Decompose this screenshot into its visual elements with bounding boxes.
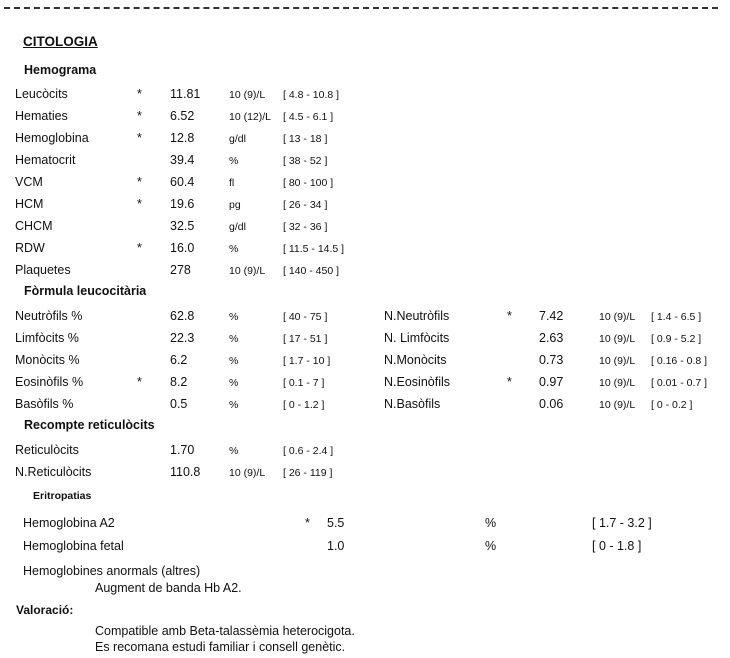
row-flag: * xyxy=(137,175,142,189)
row-range: [ 1.7 - 10 ] xyxy=(283,355,331,367)
abnormal-hb-label: Hemoglobines anormals (altres) xyxy=(23,564,201,578)
row-name: Neutròfils % xyxy=(15,309,83,323)
row-name: Eosinòfils % xyxy=(15,375,84,389)
row-value: 16.0 xyxy=(170,241,195,255)
row-unit: 10 (9)/L xyxy=(229,89,266,101)
row-range: [ 80 - 100 ] xyxy=(283,177,334,189)
row-abs-range: [ 1.4 - 6.5 ] xyxy=(651,311,702,323)
valoracio-line-2: Es recomana estudi familiar i consell genètic. xyxy=(95,640,346,654)
row-unit: % xyxy=(229,311,239,323)
row-abs-value: 0.06 xyxy=(539,397,564,411)
row-abs-name: N.Neutròfils xyxy=(384,309,450,323)
row-range: [ 140 - 450 ] xyxy=(283,265,340,277)
row-name: Plaquetes xyxy=(15,263,71,277)
row-range: [ 1.7 - 3.2 ] xyxy=(592,516,652,530)
row-abs-value: 7.42 xyxy=(539,309,564,323)
row-range: [ 11.5 - 14.5 ] xyxy=(283,243,345,255)
row-name: HCM xyxy=(15,197,44,211)
row-name: Leucòcits xyxy=(15,87,68,101)
row-range: [ 13 - 18 ] xyxy=(283,133,328,145)
row-range: [ 32 - 36 ] xyxy=(283,221,328,233)
row-range: [ 17 - 51 ] xyxy=(283,333,328,345)
row-range: [ 0.1 - 7 ] xyxy=(283,377,325,389)
row-unit: % xyxy=(229,445,239,457)
row-unit: 10 (9)/L xyxy=(229,467,266,479)
row-unit: % xyxy=(229,399,239,411)
row-range: [ 0.6 - 2.4 ] xyxy=(283,445,334,457)
row-abs-value: 2.63 xyxy=(539,331,564,345)
row-name: Basòfils % xyxy=(15,397,74,411)
row-name: Hemoglobina xyxy=(15,131,89,145)
row-name: RDW xyxy=(15,241,45,255)
row-range: [ 38 - 52 ] xyxy=(283,155,328,167)
row-name: Limfòcits % xyxy=(15,331,79,345)
row-abs-unit: 10 (9)/L xyxy=(599,355,636,367)
dashed-separator xyxy=(4,7,718,9)
row-unit: 10 (12)/L xyxy=(229,111,272,123)
row-value: 110.8 xyxy=(170,465,201,479)
row-flag: * xyxy=(137,131,142,145)
row-range: [ 0 - 1.2 ] xyxy=(283,399,325,411)
row-value: 19.6 xyxy=(170,197,195,211)
row-unit: g/dl xyxy=(229,221,246,233)
row-flag: * xyxy=(137,109,142,123)
reticulocits-heading: Recompte reticulòcits xyxy=(24,418,155,432)
row-abs-range: [ 0.9 - 5.2 ] xyxy=(651,333,702,345)
row-value: 32.5 xyxy=(170,219,195,233)
row-range: [ 0 - 1.8 ] xyxy=(592,539,642,553)
row-value: 62.8 xyxy=(170,309,195,323)
row-name: Hemoglobina A2 xyxy=(23,516,115,530)
section-title: CITOLOGIA xyxy=(23,34,98,49)
row-value: 6.2 xyxy=(170,353,188,367)
row-unit: % xyxy=(485,539,497,553)
row-unit: pg xyxy=(229,199,241,211)
row-abs-name: N.Basòfils xyxy=(384,397,441,411)
row-abs-range: [ 0.16 - 0.8 ] xyxy=(651,355,708,367)
hemograma-heading: Hemograma xyxy=(24,63,97,77)
row-name: VCM xyxy=(15,175,43,189)
row-unit: % xyxy=(485,516,497,530)
row-value: 278 xyxy=(170,263,191,277)
row-value: 12.8 xyxy=(170,131,195,145)
row-name: CHCM xyxy=(15,219,53,233)
valoracio-label: Valoració: xyxy=(16,603,74,617)
row-abs-name: N.Monòcits xyxy=(384,353,447,367)
row-value: 6.52 xyxy=(170,109,195,123)
row-unit: % xyxy=(229,243,239,255)
row-value: 1.70 xyxy=(170,443,195,457)
row-name: Hematocrit xyxy=(15,153,76,167)
row-unit: % xyxy=(229,333,239,345)
row-unit: % xyxy=(229,355,239,367)
abnormal-hb-result: Augment de banda Hb A2. xyxy=(95,581,242,595)
row-value: 1.0 xyxy=(327,539,345,553)
row-name: Hematies xyxy=(15,109,68,123)
row-unit: fl xyxy=(229,177,235,189)
row-flag: * xyxy=(305,516,310,530)
row-abs-flag: * xyxy=(507,309,512,323)
row-name: Monòcits % xyxy=(15,353,80,367)
row-flag: * xyxy=(137,375,142,389)
row-value: 0.5 xyxy=(170,397,188,411)
eritropaties-heading: Eritropatias xyxy=(33,490,92,502)
row-abs-unit: 10 (9)/L xyxy=(599,399,636,411)
row-value: 22.3 xyxy=(170,331,195,345)
row-range: [ 4.5 - 6.1 ] xyxy=(283,111,334,123)
row-unit: % xyxy=(229,377,239,389)
row-value: 60.4 xyxy=(170,175,195,189)
formula-heading: Fòrmula leucocitària xyxy=(24,284,147,298)
row-name: N.Reticulòcits xyxy=(15,465,92,479)
row-abs-unit: 10 (9)/L xyxy=(599,377,636,389)
row-value: 39.4 xyxy=(170,153,195,167)
row-abs-range: [ 0.01 - 0.7 ] xyxy=(651,377,708,389)
row-value: 8.2 xyxy=(170,375,188,389)
row-unit: 10 (9)/L xyxy=(229,265,266,277)
row-unit: % xyxy=(229,155,239,167)
row-abs-range: [ 0 - 0.2 ] xyxy=(651,399,693,411)
row-abs-unit: 10 (9)/L xyxy=(599,311,636,323)
row-flag: * xyxy=(137,197,142,211)
row-flag: * xyxy=(137,241,142,255)
row-range: [ 4.8 - 10.8 ] xyxy=(283,89,340,101)
row-unit: g/dl xyxy=(229,133,246,145)
row-abs-value: 0.73 xyxy=(539,353,564,367)
row-flag: * xyxy=(137,87,142,101)
row-range: [ 26 - 119 ] xyxy=(283,467,333,479)
row-abs-flag: * xyxy=(507,375,512,389)
row-abs-name: N. Limfòcits xyxy=(384,331,450,345)
row-value: 11.81 xyxy=(170,87,201,101)
valoracio-line-1: Compatible amb Beta-talassèmia heterocigota. xyxy=(95,624,355,638)
row-abs-value: 0.97 xyxy=(539,375,564,389)
row-name: Hemoglobina fetal xyxy=(23,539,124,553)
row-value: 5.5 xyxy=(327,516,345,530)
row-abs-unit: 10 (9)/L xyxy=(599,333,636,345)
row-name: Reticulòcits xyxy=(15,443,79,457)
row-abs-name: N.Eosinòfils xyxy=(384,375,450,389)
row-range: [ 40 - 75 ] xyxy=(283,311,328,323)
row-range: [ 26 - 34 ] xyxy=(283,199,328,211)
